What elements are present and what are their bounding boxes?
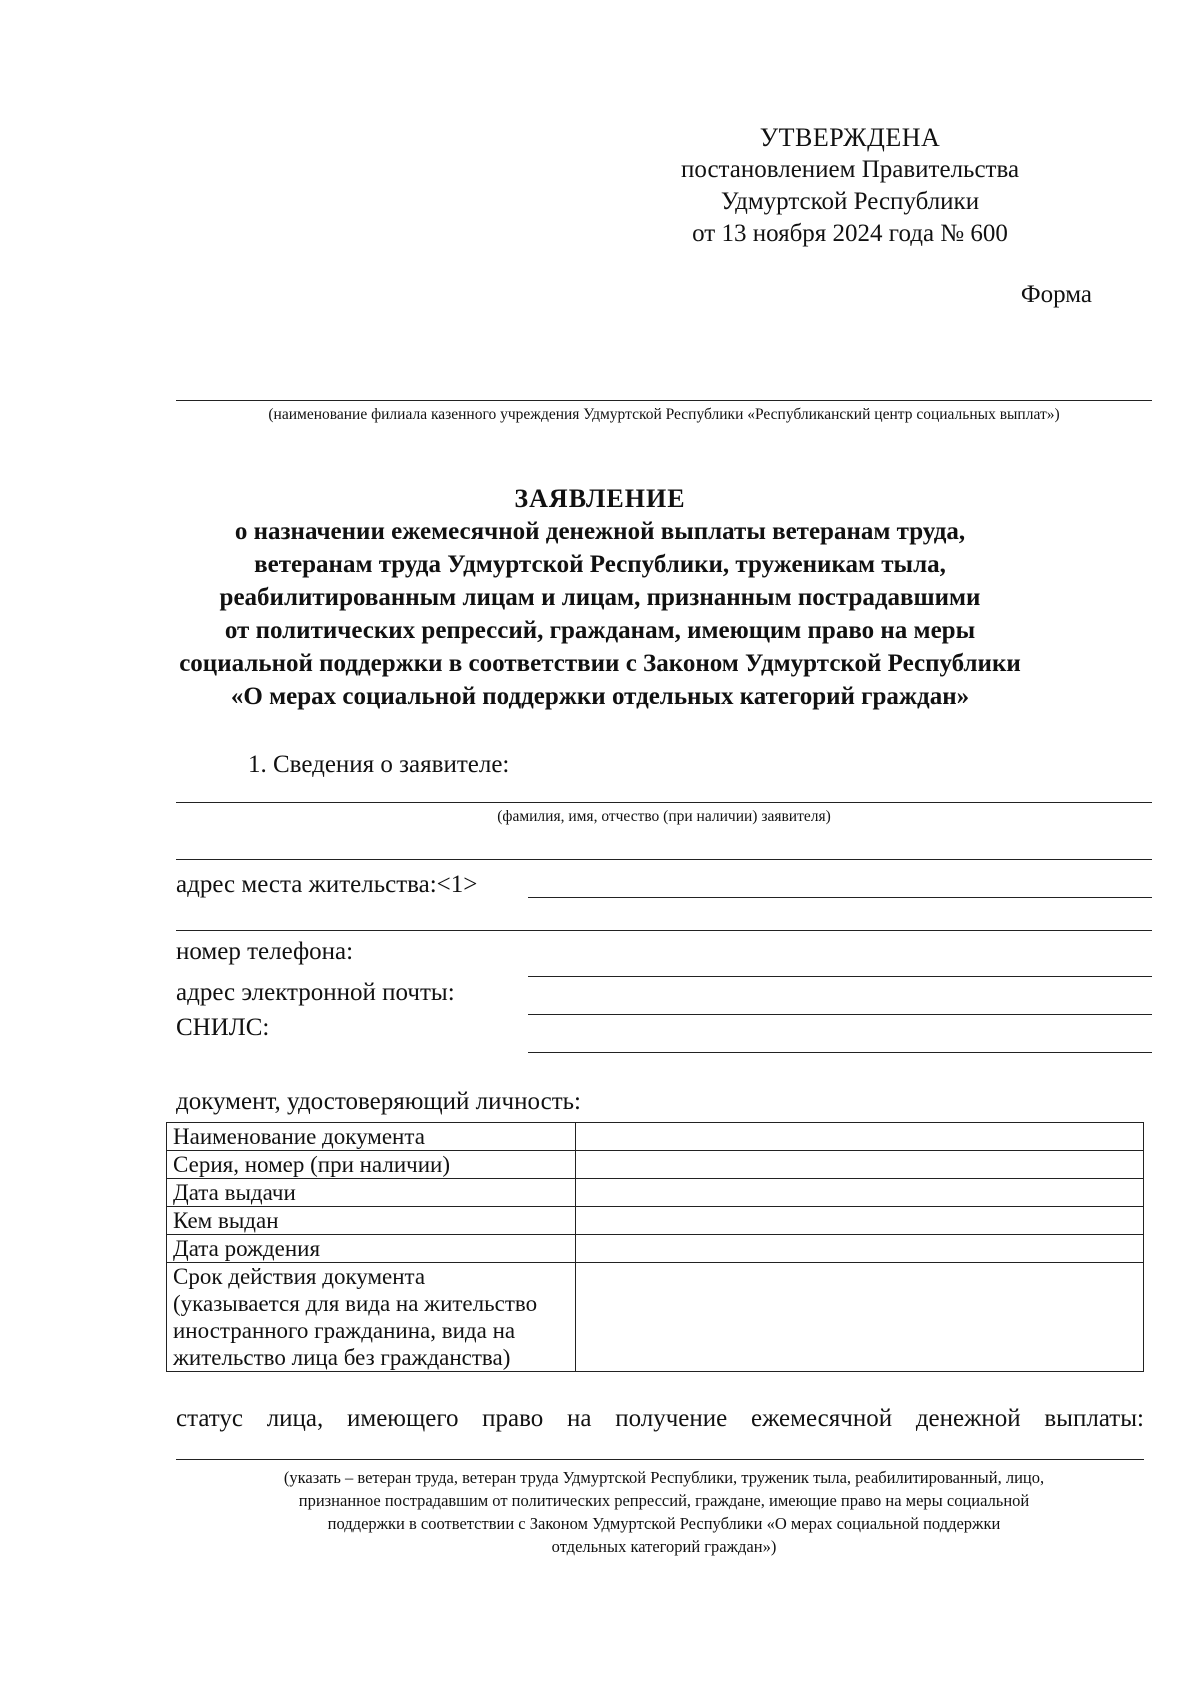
statement-subtitle-line: социальной поддержки в соответствии с Законом Удмуртской Республики — [179, 650, 1021, 677]
status-word: получение — [615, 1405, 728, 1432]
approval-stamp — [640, 122, 1060, 250]
table-cell-label-line: Срок действия документа — [173, 1264, 426, 1289]
section-1-title: 1. Сведения о заявителе: — [248, 751, 510, 778]
phone-label: номер телефона: — [176, 938, 354, 965]
snils-field[interactable] — [528, 1052, 1152, 1053]
table-row — [167, 1151, 1144, 1179]
status-word: статус — [176, 1405, 243, 1432]
form-label: Форма — [1020, 281, 1092, 308]
table-cell-label-line: (указывается для вида на жительство — [173, 1291, 538, 1316]
status-word: денежной — [915, 1405, 1021, 1432]
table-cell-value[interactable] — [576, 1235, 1144, 1263]
table-row — [167, 1263, 1144, 1372]
table-cell-label: Наименование документа — [167, 1123, 576, 1151]
branch-name-field[interactable] — [176, 400, 1152, 401]
status-label — [176, 1405, 1144, 1433]
status-caption — [176, 1466, 1152, 1558]
id-document-label: документ, удостоверяющий личность: — [176, 1088, 581, 1115]
status-word: на — [567, 1405, 592, 1432]
approval-title: УТВЕРЖДЕНА — [759, 123, 941, 152]
applicant-name-caption: (фамилия, имя, отчество (при наличии) заявителя) — [497, 808, 831, 825]
branch-name-caption: (наименование филиала казенного учреждения Удмуртской Республики «Республиканский центр социальных выплат») — [268, 406, 1060, 423]
email-label: адрес электронной почты: — [176, 979, 455, 1006]
statement-subtitle-line: реабилитированным лицам и лицам, признанным пострадавшими — [219, 584, 981, 611]
statement-subtitle-line: ветеранам труда Удмуртской Республики, труженикам тыла, — [254, 551, 946, 578]
table-cell-label: Серия, номер (при наличии) — [167, 1151, 576, 1179]
table-cell-value[interactable] — [576, 1123, 1144, 1151]
status-word: выплаты: — [1044, 1405, 1144, 1432]
snils-label: СНИЛС: — [176, 1014, 270, 1041]
approval-line-2: Удмуртской Республики — [720, 188, 980, 215]
status-caption-line: (указать – ветеран труда, ветеран труда Удмуртской Республики, труженик тыла, реабилитированный, лицо, — [283, 1468, 1045, 1487]
table-row — [167, 1235, 1144, 1263]
statement-heading — [140, 482, 1060, 713]
address-label: адрес места жительства:<1> — [176, 871, 478, 898]
table-cell-label: Кем выдан — [167, 1207, 576, 1235]
approval-line-3: от 13 ноября 2024 года № 600 — [692, 220, 1008, 247]
email-field[interactable] — [528, 1014, 1152, 1015]
table-cell-value[interactable] — [576, 1151, 1144, 1179]
table-cell-label-line: иностранного гражданина, вида на — [173, 1318, 516, 1343]
status-word: имеющего — [347, 1405, 459, 1432]
table-row — [167, 1123, 1144, 1151]
approval-line-1: постановлением Правительства — [680, 156, 1020, 183]
status-word: право — [482, 1405, 544, 1432]
table-cell-value[interactable] — [576, 1263, 1144, 1372]
statement-title: ЗАЯВЛЕНИЕ — [514, 484, 686, 513]
table-cell-label — [167, 1263, 576, 1372]
address-field[interactable] — [528, 897, 1152, 898]
id-document-table — [166, 1122, 1144, 1372]
status-caption-line: поддержки в соответствии с Законом Удмуртской Республики «О мерах социальной поддержки — [327, 1514, 1001, 1533]
table-cell-label-line: жительство лица без гражданства) — [173, 1345, 511, 1370]
table-cell-value[interactable] — [576, 1179, 1144, 1207]
table-cell-label: Дата выдачи — [167, 1179, 576, 1207]
table-row — [167, 1179, 1144, 1207]
applicant-name-field-2[interactable] — [176, 859, 1152, 860]
status-word: ежемесячной — [750, 1405, 893, 1432]
statement-subtitle-line: «О мерах социальной поддержки отдельных категорий граждан» — [230, 683, 970, 710]
phone-field[interactable] — [528, 976, 1152, 977]
status-field[interactable] — [176, 1459, 1144, 1460]
status-word: лица, — [266, 1405, 324, 1432]
applicant-name-field[interactable] — [176, 802, 1152, 803]
status-caption-line: признанное пострадавшим от политических репрессий, граждане, имеющие право на меры социальной — [298, 1491, 1030, 1510]
table-row — [167, 1207, 1144, 1235]
status-caption-line: отдельных категорий граждан») — [551, 1537, 777, 1556]
statement-subtitle-line: о назначении ежемесячной денежной выплаты ветеранам труда, — [234, 518, 966, 545]
table-cell-label: Дата рождения — [167, 1235, 576, 1263]
address-field-2[interactable] — [176, 930, 1152, 931]
statement-subtitle-line: от политических репрессий, гражданам, имеющим право на меры — [224, 617, 976, 644]
table-cell-value[interactable] — [576, 1207, 1144, 1235]
